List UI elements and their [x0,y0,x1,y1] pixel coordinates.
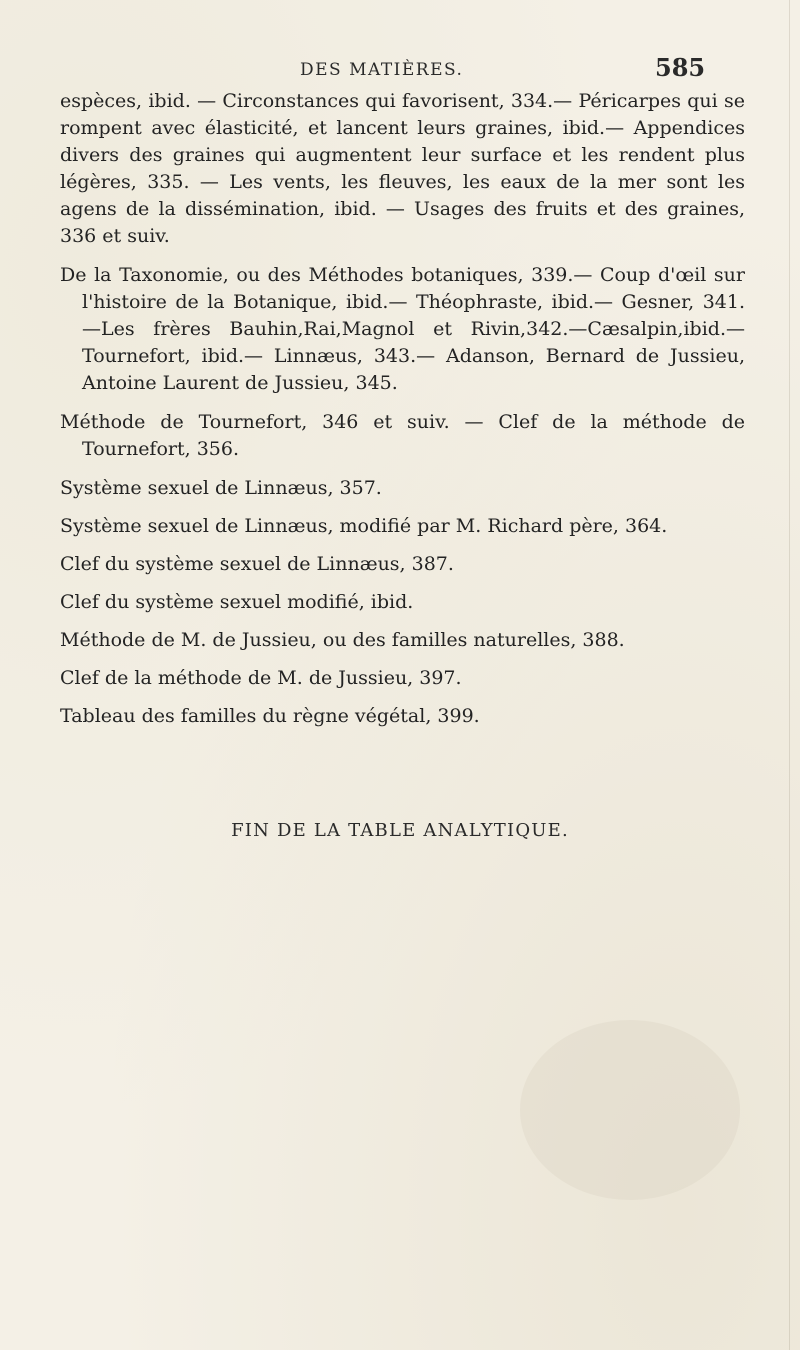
index-line-clef-jussieu: Clef de la méthode de M. de Jussieu, 397. [60,667,462,689]
index-line-systeme-sexuel: Système sexuel de Linnæus, 357. [60,477,382,499]
index-line-clef-systeme: Clef du système sexuel de Linnæus, 387. [60,553,454,575]
index-line-methode-jussieu: Méthode de M. de Jussieu, ou des familles naturelles, 388. [60,629,625,651]
index-line-clef-modifie: Clef du système sexuel modifié, ibid. [60,591,414,613]
paper-stain [520,1020,740,1200]
page-number: 585 [655,53,706,82]
running-head: DES MATIÈRES. [300,60,464,80]
page-header [0,50,800,90]
page-edge-line [789,0,790,1350]
end-of-table-note: FIN DE LA TABLE ANALYTIQUE. [231,820,569,841]
index-entry-tournefort: Méthode de Tournefort, 346 et suiv. — Clef de la méthode de Tournefort, 356. [60,411,745,460]
index-entry-dissemination: espèces, ibid. — Circonstances qui favorisent, 334.— Péricarpes qui se rompent avec élasticité, et lancent leurs graines, ibid.— Appendices divers des graines qui augmentent leur surface et les rendent plus légères, 335. — Les vents, les fleuves, les eaux de la mer sont les agens de la dissémination, ibid. — Usages des fruits et des graines, 336 et suiv. [60,90,745,247]
index-line-tableau-familles: Tableau des familles du règne végétal, 399. [60,705,480,727]
index-body [60,88,745,741]
index-entry-taxonomie: De la Taxonomie, ou des Méthodes botaniques, 339.— Coup d'œil sur l'histoire de la Botanique, ibid.— Théophraste, ibid.— Gesner, 341. —Les frères Bauhin,Rai,Magnol et Rivin,342.—Cæsalpin,ibid.— Tournefort, ibid.— Linnæus, 343.— Adanson, Bernard de Jussieu, Antoine Laurent de Jussieu, 345. [60,264,745,394]
index-line-systeme-modifie: Système sexuel de Linnæus, modifié par M. Richard père, 364. [60,515,668,537]
